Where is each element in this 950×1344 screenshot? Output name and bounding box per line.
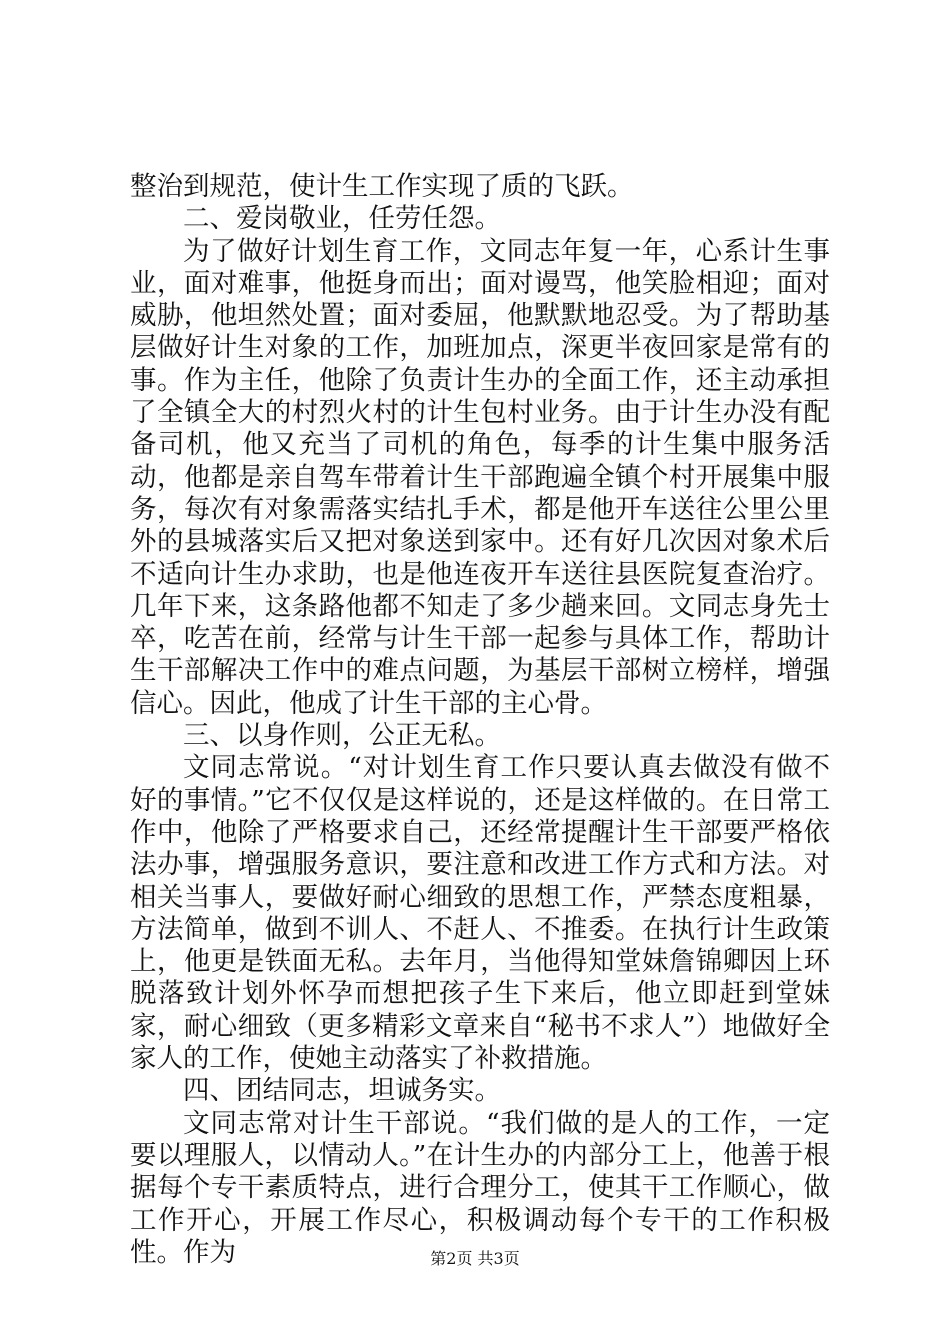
page-number-footer: 第2页 共3页 xyxy=(430,1249,520,1268)
paragraph: 文同志常说。“对计划生育工作只要认真去做没有做不好的事情。”它不仅仅是这样说的，还是这样做的。在日常工作中，他除了严格要求自己，还经常提醒计生干部要严格依法办事，增强服务意识，要注意和改进工作方式和方法。对相关当事人，要做好耐心细致的思想工作，严禁态度粗暴，方法简单，做到不训人、不赶人、不推委。在执行计生政策上，他更是铁面无私。去年月，当他得知堂妹詹锦卿因上环脱落致计划外怀孕而想把孩子生下来后，他立即赶到堂妹家，耐心细致（更多精彩文章来自“秘书不求人”）地做好全家人的工作，使她主动落实了补救措施。 xyxy=(130,752,830,1075)
section-heading-4: 四、团结同志，坦诚务实。 xyxy=(183,1075,501,1107)
document-body xyxy=(130,171,830,1269)
section-heading-2: 二、爱岗敬业，任劳任怨。 xyxy=(183,203,501,235)
paragraph: 文同志常对计生干部说。“我们做的是人的工作，一定要以理服人，以情动人。”在计生办的内部分工上，他善于根据每个专干素质特点，进行合理分工，使其干工作顺心，做工作开心，开展工作尽心，积极调动每个专干的工作积极性。作为 xyxy=(130,1107,830,1268)
section-heading-3: 三、以身作则，公正无私。 xyxy=(183,720,501,752)
paragraph-continuation: 整治到规范，使计生工作实现了质的飞跃。 xyxy=(130,171,634,202)
paragraph: 为了做好计划生育工作，文同志年复一年，心系计生事业，面对难事，他挺身而出；面对谩骂，他笑脸相迎；面对威胁，他坦然处置；面对委屈，他默默地忍受。为了帮助基层做好计生对象的工作，加班加点，深更半夜回家是常有的事。作为主任，他除了负责计生办的全面工作，还主动承担了全镇全大的村烈火村的计生包村业务。由于计生办没有配备司机，他又充当了司机的角色，每季的计生集中服务活动，他都是亲自驾车带着计生干部跑遍全镇个村开展集中服务，每次有对象需落实结扎手术，都是他开车送往公里公里外的县城落实后又把对象送到家中。还有好几次因对象术后不适向计生办求助，也是他连夜开车送往县医院复查治疗。几年下来，这条路他都不知走了多少趟来回。文同志身先士卒，吃苦在前，经常与计生干部一起参与具体工作，帮助计生干部解决工作中的难点问题，为基层干部树立榜样，增强信心。因此，他成了计生干部的主心骨。 xyxy=(130,235,830,719)
